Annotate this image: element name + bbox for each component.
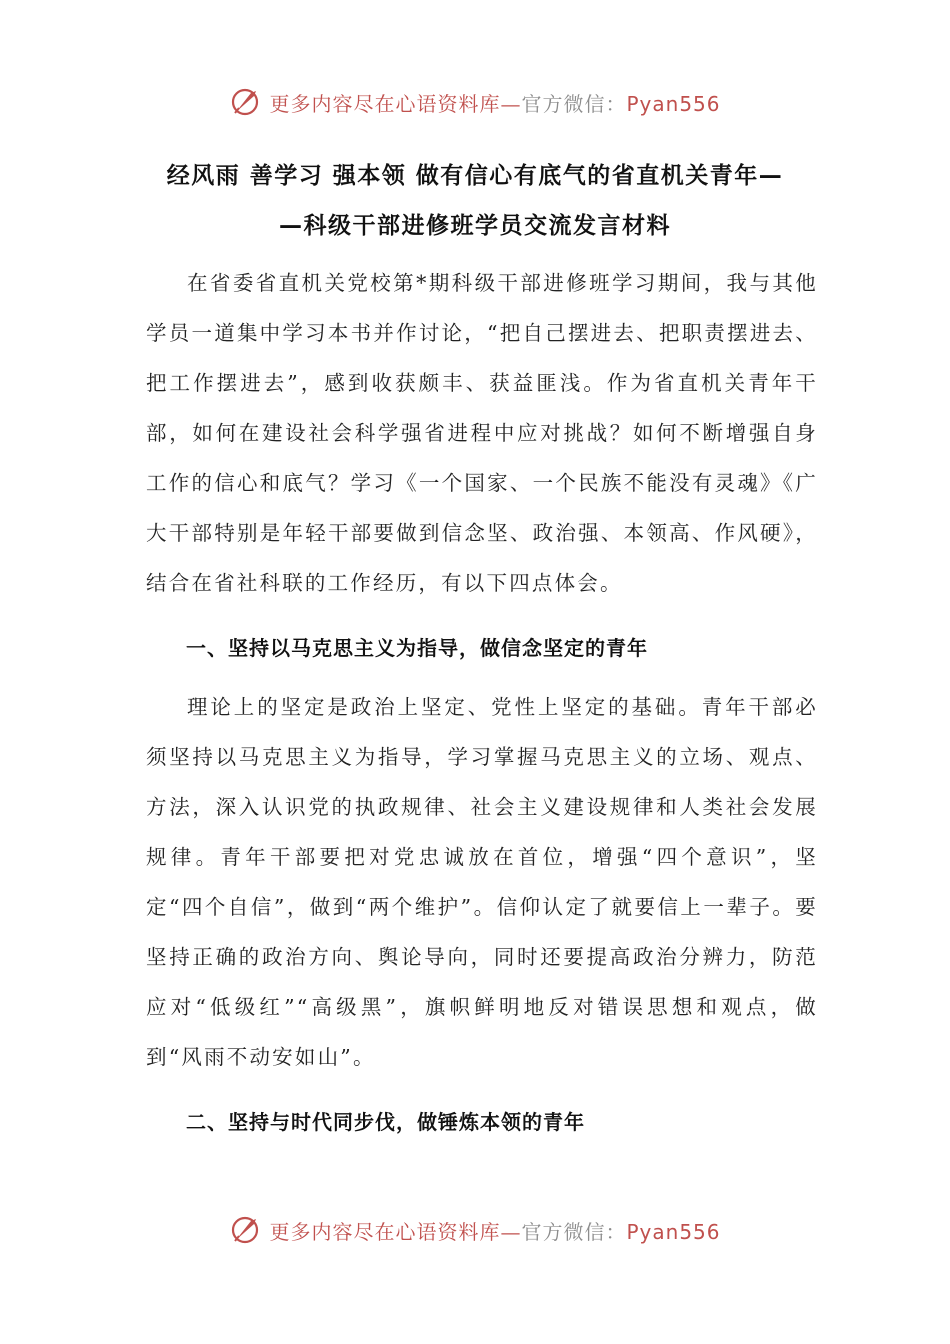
footer-watermark-banner [0,1210,950,1250]
intro-paragraph: 在省委省直机关党校第*期科级干部进修班学习期间，我与其他学员一道集中学习本书并作讨论，“把自己摆进去、把职责摆进去、把工作摆进去”，感到收获颇丰、获益匪浅。作为省直机关青年干部，如何在建设社会科学强省进程中应对挑战？如何不断增强自身工作的信心和底气？学习《一个国家、一个民族不能没有灵魂》《广大干部特别是年轻干部要做到信念坚、政治强、本领高、作风硬》，结合在省社科联的工作经历，有以下四点体会。 [146,271,818,595]
section-2-heading: 二、坚持与时代同步伐，做锤炼本领的青年 [186,1110,585,1134]
document-title-line-2: —科级干部进修班学员交流发言材料 [279,213,671,239]
header-watermark-banner [0,82,950,122]
quill-pen-logo-icon [229,85,263,119]
banner-label: 官方微信： [521,1219,627,1244]
document-title-line-1: 经风雨 善学习 强本领 做有信心有底气的省直机关青年— [166,163,784,189]
banner-text [269,88,720,117]
banner-separator: — [500,91,522,116]
banner-text [269,1216,720,1245]
section-1-heading: 一、坚持以马克思主义为指导，做信念坚定的青年 [186,636,648,660]
banner-separator: — [500,1219,522,1244]
banner-prefix: 更多内容尽在心语资料库 [269,91,501,116]
quill-pen-logo-icon [229,1213,263,1247]
banner-wechat-id: Pyan556 [626,91,721,116]
banner-wechat-id: Pyan556 [626,1219,721,1244]
banner-label: 官方微信： [521,91,627,116]
section-1-paragraph: 理论上的坚定是政治上坚定、党性上坚定的基础。青年干部必须坚持以马克思主义为指导，学习掌握马克思主义的立场、观点、方法，深入认识党的执政规律、社会主义建设规律和人类社会发展规律。青年干部要把对党忠诚放在首位，增强“四个意识”，坚定“四个自信”，做到“两个维护”。信仰认定了就要信上一辈子。要坚持正确的政治方向、舆论导向，同时还要提高政治分辨力，防范应对“低级红”“高级黑”，旗帜鲜明地反对错误思想和观点，做到“风雨不动安如山”。 [146,695,818,1069]
banner-prefix: 更多内容尽在心语资料库 [269,1219,501,1244]
